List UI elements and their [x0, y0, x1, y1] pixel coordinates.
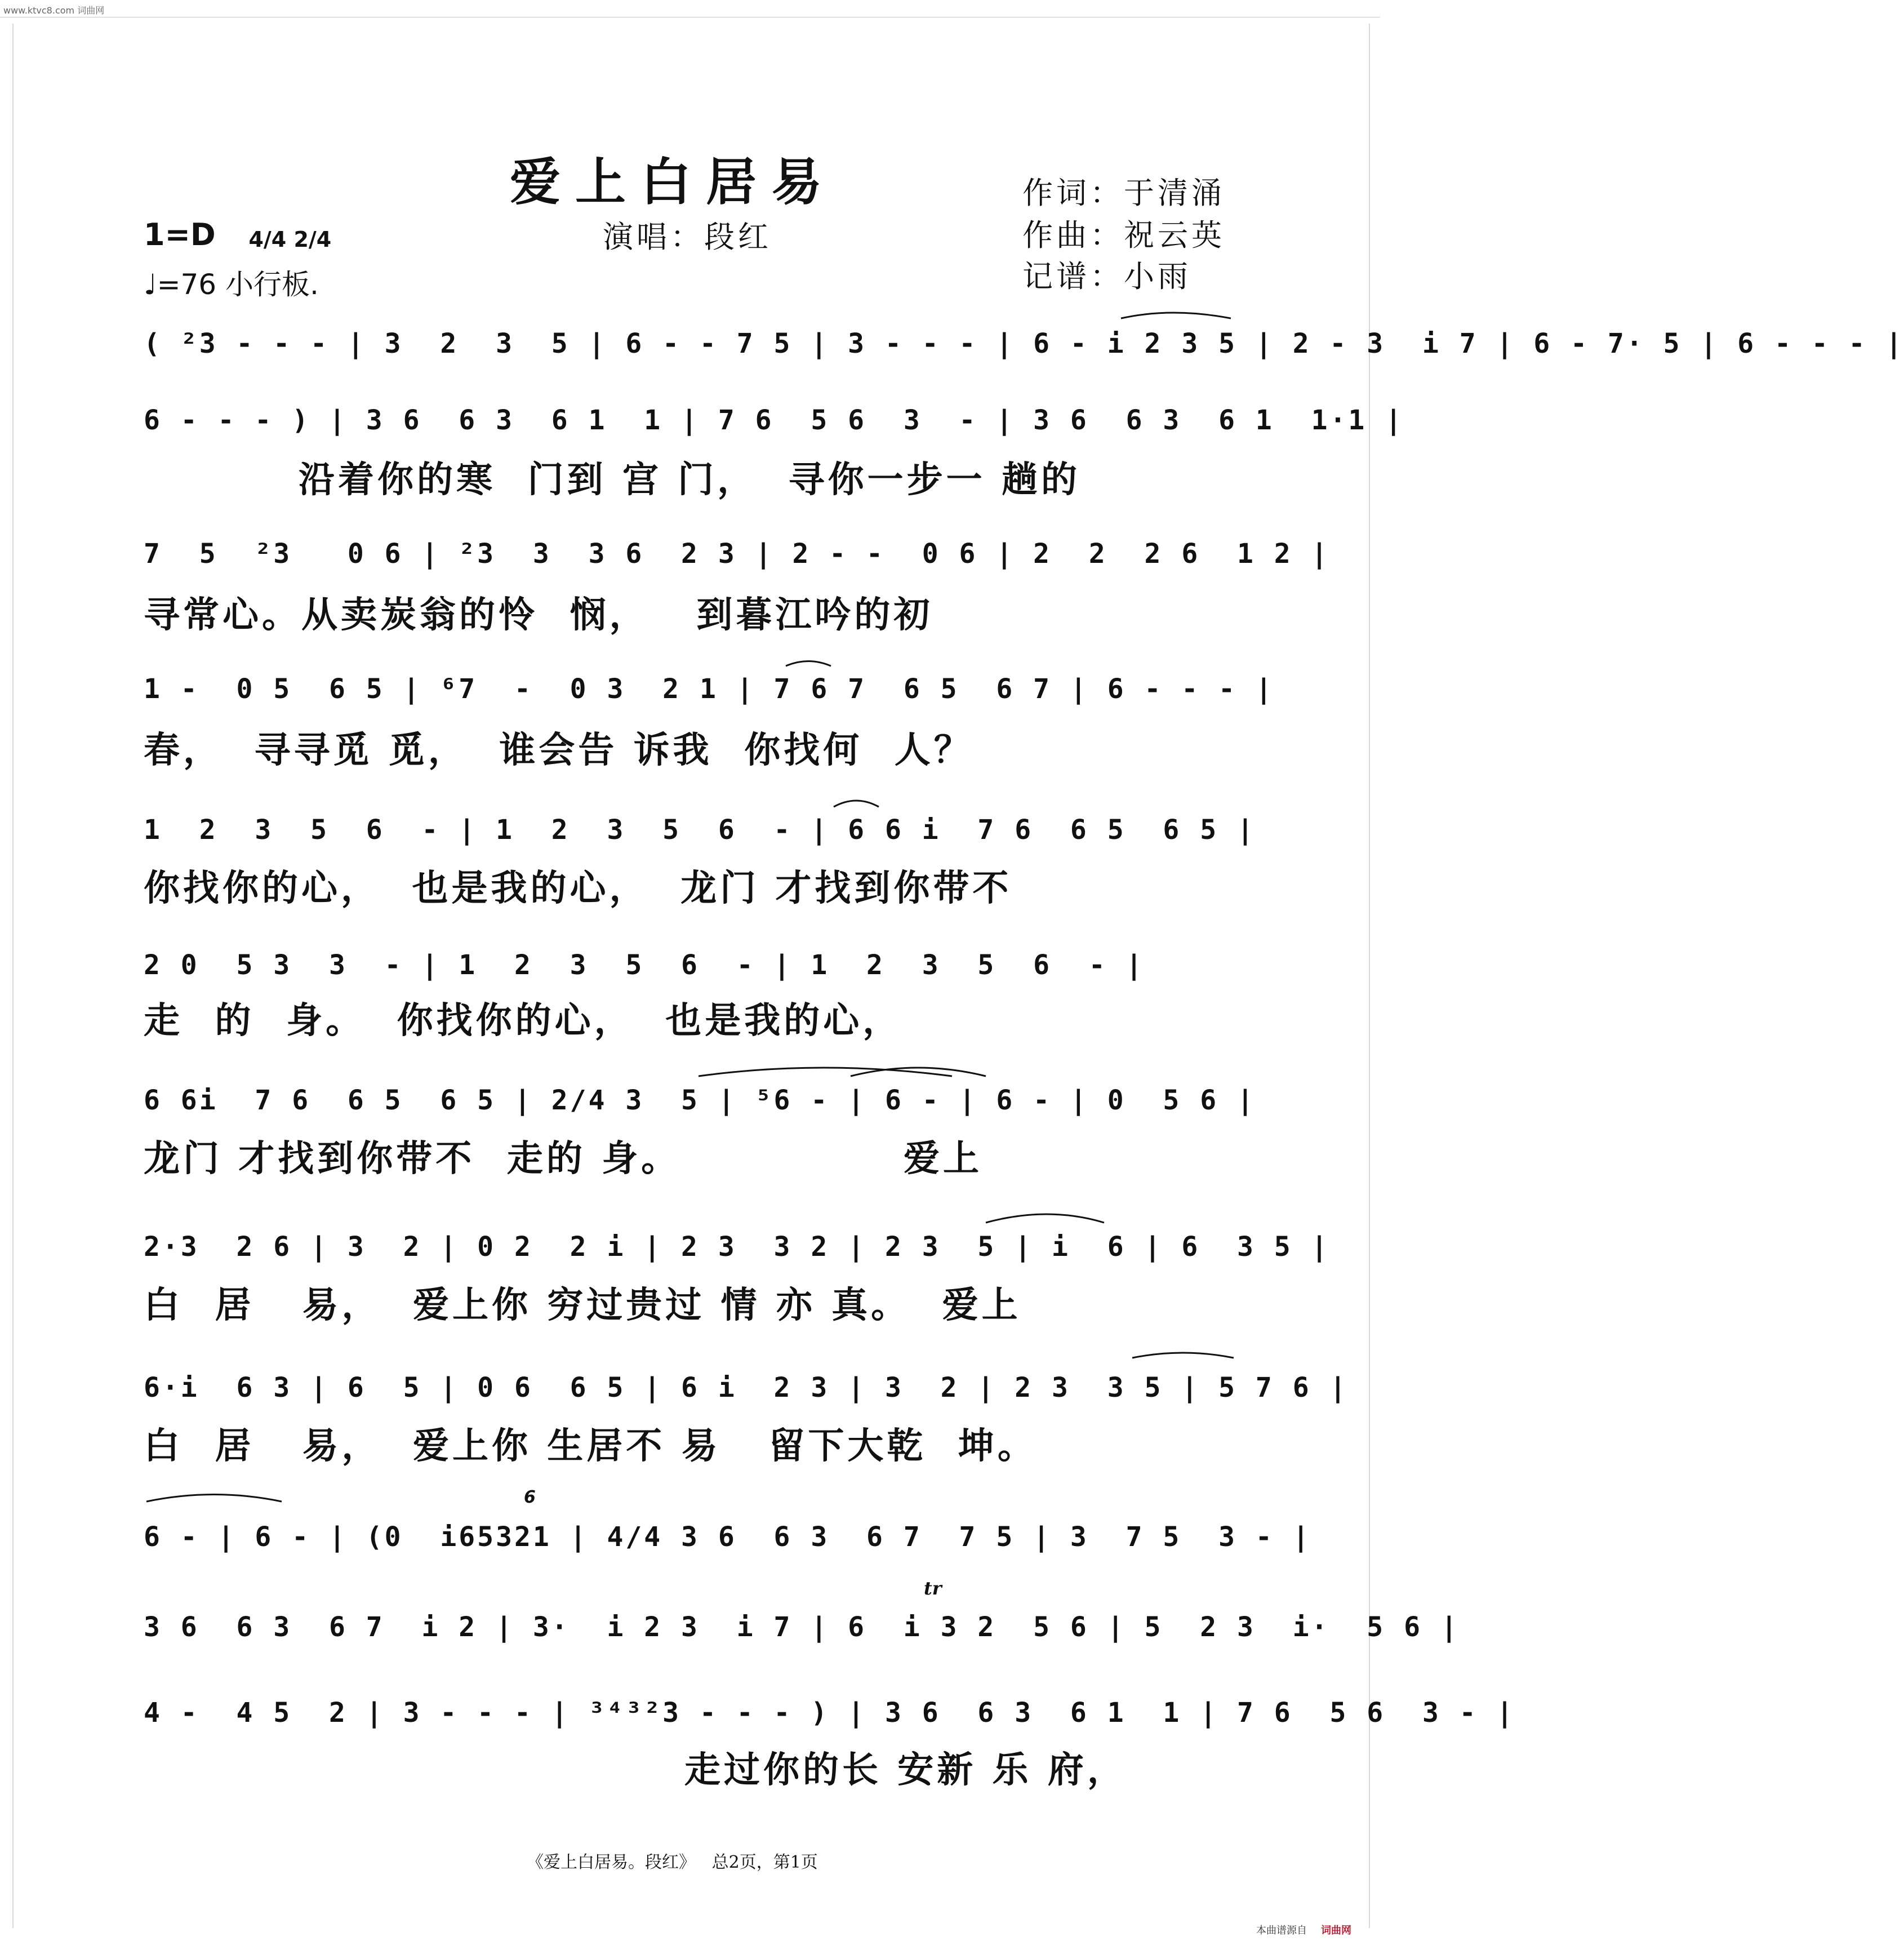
slur-arc	[1121, 313, 1231, 318]
notation-line-9: 6·i 6 3 | 6 5 | 0 6 6 5 | 6 i 2 3 | 3 2 | 2 3 3 5 | 5 7 6 |	[144, 1372, 1349, 1403]
corner-brand-logo: 词曲网	[1321, 1925, 1351, 1936]
notation-line-7: 6 6i 7 6 6 5 6 5 | 2/4 3 5 | ⁵6 - | 6 - | 6 - | 0 5 6 |	[144, 1085, 1256, 1116]
transcriber-credit: 记谱：小雨	[1022, 259, 1191, 294]
key-signature: 1=D	[144, 217, 216, 252]
corner-source-label: 本曲谱源自	[1256, 1925, 1307, 1936]
lyrics-line-7: 龙门 才找到你带不 走的 身。 爱上	[144, 1138, 983, 1180]
lyrics-line-12: 走过你的长 安新 乐 府，	[684, 1749, 1127, 1791]
slur-arc	[986, 1214, 1104, 1223]
tuplet-marker: 6	[524, 1487, 536, 1507]
lyrics-line-4: 春， 寻寻觅 觅， 谁会告 诉我 你找何 人？	[144, 729, 973, 771]
time-signature-second-text: 2/4	[293, 227, 332, 252]
lyrics-line-2: 沿着你的寒 门到 宫 门， 寻你一步一 趟的	[299, 459, 1080, 501]
lyrics-line-3: 寻常心。从卖炭翁的怜 悯， 到暮江吟的初	[144, 594, 933, 636]
lyrics-line-6: 走 的 身。 你找你的心， 也是我的心，	[144, 1000, 902, 1042]
notation-line-3: 7 5 ²3 0 6 | ²3 3 3 6 2 3 | 2 - - 0 6 | 2 2 2 6 1 2 |	[144, 538, 1330, 570]
slur-arc	[834, 801, 879, 807]
notation-line-11: 3 6 6 3 6 7 i 2 | 3· i 2 3 i 7 | 6 i 3 2 5 6 | 5 2 3 i· 5 6 |	[144, 1611, 1460, 1643]
notation-line-10: 6 - | 6 - | (0 i65321 | 4/4 3 6 6 3 6 7 7 5 | 3 7 5 3 - |	[144, 1521, 1311, 1553]
site-header-text: www.ktvc8.com 词曲网	[3, 5, 105, 16]
slur-arc	[1132, 1353, 1234, 1358]
notation-line-12: 4 - 4 5 2 | 3 - - - | ³⁴³²3 - - - ) | 3 6 6 3 6 1 1 | 7 6 5 6 3 - |	[144, 1697, 1515, 1729]
notation-line-6: 2 0 5 3 3 - | 1 2 3 5 6 - | 1 2 3 5 6 - |	[144, 949, 1145, 981]
notation-line-2: 6 - - - ) | 3 6 6 3 6 1 1 | 7 6 5 6 3 - | 3 6 6 3 6 1 1·1 |	[144, 405, 1404, 436]
slur-arc	[146, 1495, 282, 1502]
trill-marker: tr	[924, 1578, 942, 1599]
notation-line-4: 1 - 0 5 6 5 | ⁶7 - 0 3 2 1 | 7 6 7 6 5 6 7 | 6 - - - |	[144, 673, 1274, 705]
slur-arc	[699, 1068, 952, 1076]
page-title: 爱上白居易	[510, 152, 837, 212]
slur-arc	[786, 661, 831, 667]
notation-line-5: 1 2 3 5 6 - | 1 2 3 5 6 - | 6 6 i 7 6 6 5 6 5 |	[144, 814, 1256, 846]
singer-credit: 演唱：段红	[603, 219, 772, 255]
time-signature-first-text: 4/4	[248, 227, 287, 252]
notation-line-1: ( ²3 - - - | 3 2 3 5 | 6 - - 7 5 | 3 - - - | 6 - i 2 3 5 | 2 - 3 i 7 | 6 - 7· 5 | 6 - - - |	[144, 328, 1904, 359]
lyrics-line-9: 白 居 易， 爱上你 生居不 易 留下大乾 坤。	[144, 1425, 1037, 1467]
composer-credit: 作曲：祝云英	[1022, 217, 1225, 253]
lyrics-line-5: 你找你的心， 也是我的心， 龙门 才找到你带不	[144, 867, 1012, 909]
lyricist-credit: 作词：于清涌	[1022, 175, 1225, 211]
page-footer: 《爱上白居易。段红》 总2页，第1页	[527, 1853, 818, 1872]
tempo-marking: ♩=76 小行板.	[144, 268, 319, 301]
lyrics-line-8: 白 居 易， 爱上你 穷过贵过 情 亦 真。 爱上	[144, 1284, 1021, 1326]
notation-line-8: 2·3 2 6 | 3 2 | 0 2 2 i | 2 3 3 2 | 2 3 5 | i 6 | 6 3 5 |	[144, 1231, 1330, 1263]
